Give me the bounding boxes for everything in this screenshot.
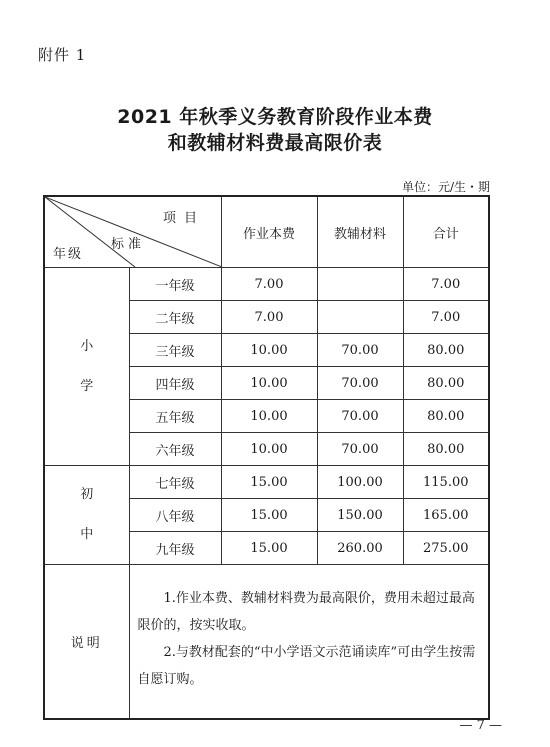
total-cell: 7.00: [403, 301, 489, 334]
table-row: [44, 466, 489, 499]
workbook-cell: 7.00: [221, 301, 317, 334]
total-cell: 7.00: [403, 268, 489, 301]
aux-cell: [317, 301, 403, 334]
workbook-cell: 15.00: [221, 532, 317, 565]
workbook-cell: 10.00: [221, 433, 317, 466]
note-item-2: 2.与教材配套的“中小学语文示范诵读库”可由学生按需自愿订购。: [137, 645, 476, 687]
total-cell: 165.00: [403, 499, 489, 532]
aux-cell: [317, 268, 403, 301]
total-cell: 80.00: [403, 400, 489, 433]
corner-standard-label: 标准: [111, 237, 146, 252]
unit-label: 单位：元/生・期: [401, 180, 490, 194]
table-row: [44, 268, 489, 301]
workbook-cell: 7.00: [221, 268, 317, 301]
workbook-cell: 15.00: [221, 499, 317, 532]
corner-grade-label: 年级: [53, 247, 84, 262]
column-header-total: 合计: [403, 196, 489, 268]
aux-cell: 150.00: [317, 499, 403, 532]
grade-cell: 六年级: [129, 433, 221, 466]
price-table: [43, 195, 490, 720]
group-char: 小: [80, 338, 94, 354]
column-header-aux: 教辅材料: [317, 196, 403, 268]
note-row: [44, 565, 489, 720]
corner-item-label: 项目: [163, 211, 206, 226]
aux-cell: 70.00: [317, 400, 403, 433]
group-char: 学: [80, 378, 94, 394]
group-char: 中: [80, 527, 94, 542]
title-line-2: 和教辅材料费最高限价表: [167, 132, 383, 154]
grade-cell: 五年级: [129, 400, 221, 433]
grade-cell: 七年级: [129, 466, 221, 499]
grade-cell: 一年级: [129, 268, 221, 301]
grade-cell: 八年级: [129, 499, 221, 532]
workbook-cell: 10.00: [221, 367, 317, 400]
total-cell: 80.00: [403, 367, 489, 400]
aux-cell: 100.00: [317, 466, 403, 499]
total-cell: 80.00: [403, 334, 489, 367]
column-header-workbook: 作业本费: [221, 196, 317, 268]
diagonal-header-cell: [44, 196, 221, 268]
workbook-cell: 15.00: [221, 466, 317, 499]
aux-cell: 260.00: [317, 532, 403, 565]
group-junior: [44, 466, 129, 565]
grade-cell: 四年级: [129, 367, 221, 400]
group-primary: [44, 268, 129, 466]
title-line-1: 2021 年秋季义务教育阶段作业本费: [117, 106, 433, 128]
attachment-label: 附件 1: [38, 46, 87, 64]
header-row: [44, 196, 489, 268]
note-content: [129, 565, 489, 720]
note-label: 说明: [44, 565, 129, 720]
workbook-cell: 10.00: [221, 334, 317, 367]
grade-cell: 二年级: [129, 301, 221, 334]
note-item-1: 1.作业本费、教辅材料费为最高限价，费用未超过最高限价的，按实收取。: [137, 591, 475, 633]
grade-cell: 三年级: [129, 334, 221, 367]
total-cell: 275.00: [403, 532, 489, 565]
aux-cell: 70.00: [317, 433, 403, 466]
grade-cell: 九年级: [129, 532, 221, 565]
total-cell: 80.00: [403, 433, 489, 466]
workbook-cell: 10.00: [221, 400, 317, 433]
aux-cell: 70.00: [317, 334, 403, 367]
total-cell: 115.00: [403, 466, 489, 499]
aux-cell: 70.00: [317, 367, 403, 400]
group-char: 初: [80, 487, 94, 502]
page-number: — 7 —: [459, 718, 502, 733]
